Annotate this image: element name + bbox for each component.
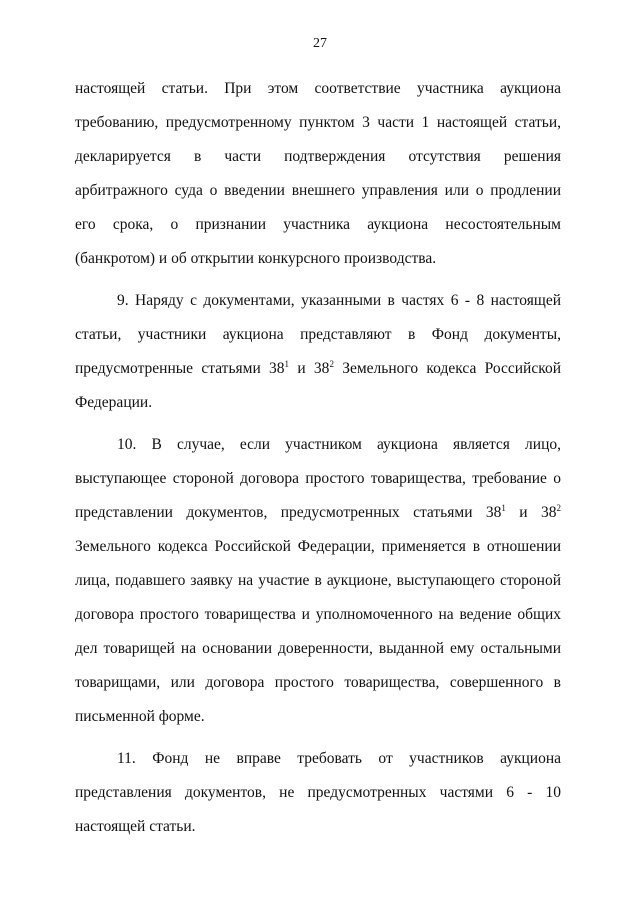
document-body xyxy=(75,72,561,852)
paragraph-text: Земельного кодекса Российской Федерации, применяется в отношении лица, подавшего заявку на участие в аукционе, выступающего стороной договора простого товарищества и уполномоченного на ведение общих дел товарищей на основании доверенности, выданной ему остальными товарищами, или договора простого товарищества, совершенного в письменной форме. xyxy=(75,538,561,725)
superscript: 1 xyxy=(284,359,290,369)
paragraph-text: 9. Наряду с документами, указанными в частях 6 - 8 настоящей статьи, участники аукциона представляют в Фонд документы, предусмотренные статьями 38 xyxy=(75,292,561,377)
superscript: 2 xyxy=(556,503,561,513)
paragraph-continuation xyxy=(75,72,561,276)
paragraph-9 xyxy=(75,284,561,420)
superscript: 1 xyxy=(501,503,506,513)
paragraph-11 xyxy=(75,742,561,844)
paragraph-text: настоящей статьи. При этом соответствие участника аукциона требованию, предусмотренному пунктом 3 части 1 настоящей статьи, декларируется в части подтверждения отсутствия решения арбитражного суда о введении внешнего управления или о продлении его срока, о признании участника аукциона несостоятельным (банкротом) и об открытии конкурсного производства. xyxy=(75,80,561,267)
paragraph-text: 10. В случае, если участником аукциона является лицо, выступающее стороной договора простого товарищества, требование о представлении документов, предусмотренных статьями 38 xyxy=(75,436,561,521)
superscript: 2 xyxy=(329,359,334,369)
paragraph-10 xyxy=(75,428,561,734)
paragraph-text: и 38 xyxy=(505,504,557,521)
paragraph-text: 11. Фонд не вправе требовать от участников аукциона представления документов, не предусмотренных частями 6 - 10 настоящей статьи. xyxy=(75,750,561,835)
paragraph-text: Земельного кодекса Российской Федерации. xyxy=(75,360,562,411)
paragraph-text: и 38 xyxy=(289,360,330,377)
page-number: 27 xyxy=(313,36,327,51)
